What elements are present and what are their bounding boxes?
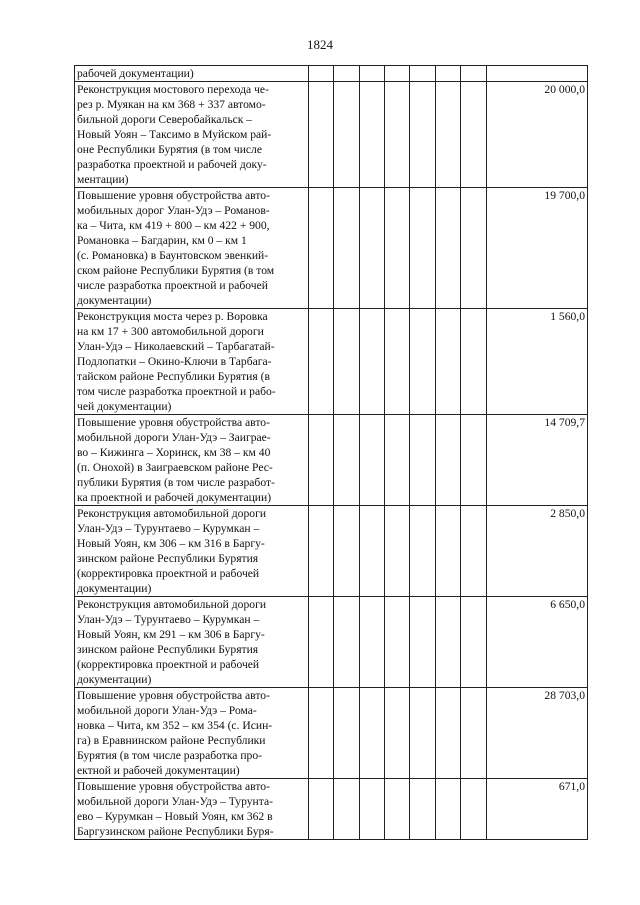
row-description: [75, 597, 309, 688]
description-line: мобильной дороги Улан-Удэ – Турунта-: [77, 795, 273, 808]
empty-cell: [435, 415, 460, 506]
description-line: Реконструкция мостового перехода че-: [77, 83, 269, 96]
description-line: новка – Чита, км 352 – км 354 (с. Исин-: [77, 719, 273, 732]
description-line: бильной дороги Северобайкальск –: [77, 113, 253, 126]
description-line: ектной и рабочей документации): [77, 764, 240, 777]
empty-cell: [334, 688, 359, 779]
empty-cell: [334, 779, 359, 840]
empty-cell: [385, 779, 410, 840]
description-line: во – Кижинга – Хоринск, км 38 – км 40: [77, 446, 271, 459]
budget-table: [74, 65, 588, 840]
description-line: Реконструкция моста через р. Воровка: [77, 310, 268, 323]
row-description: [75, 415, 309, 506]
empty-cell: [435, 309, 460, 415]
row-description: [75, 66, 309, 82]
description-line: документации): [77, 673, 152, 686]
empty-cell: [359, 415, 384, 506]
description-line: том числе разработка проектной и рабо-: [77, 385, 276, 398]
empty-cell: [334, 506, 359, 597]
description-line: рабочей документации): [77, 67, 194, 80]
empty-cell: [410, 188, 435, 309]
empty-cell: [385, 309, 410, 415]
empty-cell: [410, 597, 435, 688]
table-row: [75, 779, 588, 840]
empty-cell: [435, 188, 460, 309]
empty-cell: [308, 66, 333, 82]
description-line: мобильных дорог Улан-Удэ – Романов-: [77, 204, 270, 217]
row-description: [75, 779, 309, 840]
empty-cell: [461, 688, 486, 779]
row-description: [75, 688, 309, 779]
empty-cell: [410, 66, 435, 82]
empty-cell: [385, 82, 410, 188]
row-amount: 20 000,0: [486, 82, 587, 188]
empty-cell: [359, 188, 384, 309]
description-line: ментации): [77, 173, 129, 186]
empty-cell: [410, 506, 435, 597]
description-line: Повышение уровня обустройства авто-: [77, 780, 270, 793]
empty-cell: [461, 506, 486, 597]
empty-cell: [410, 82, 435, 188]
empty-cell: [385, 506, 410, 597]
description-line: мобильной дороги Улан-Удэ – Рома-: [77, 704, 257, 717]
row-amount: 1 560,0: [486, 309, 587, 415]
empty-cell: [461, 597, 486, 688]
empty-cell: [435, 688, 460, 779]
table-body: [75, 66, 588, 840]
table-row: [75, 82, 588, 188]
description-line: зинском районе Республики Бурятия: [77, 643, 259, 656]
empty-cell: [359, 66, 384, 82]
empty-cell: [435, 506, 460, 597]
description-line: ево – Курумкан – Новый Уоян, км 362 в: [77, 810, 273, 823]
table-row: [75, 506, 588, 597]
description-line: Новый Уоян, км 306 – км 316 в Баргу-: [77, 537, 265, 550]
row-amount: 6 650,0: [486, 597, 587, 688]
row-amount: 19 700,0: [486, 188, 587, 309]
empty-cell: [308, 779, 333, 840]
empty-cell: [385, 688, 410, 779]
description-line: ка – Чита, км 419 + 800 – км 422 + 900,: [77, 219, 270, 232]
description-line: Подлопатки – Окино-Ключи в Тарбага-: [77, 355, 272, 368]
empty-cell: [334, 309, 359, 415]
description-line: Баргузинском районе Республики Буря-: [77, 825, 274, 838]
empty-cell: [334, 415, 359, 506]
row-description: [75, 188, 309, 309]
empty-cell: [334, 82, 359, 188]
empty-cell: [308, 188, 333, 309]
description-line: оне Республики Бурятия (в том числе: [77, 143, 262, 156]
description-line: на км 17 + 300 автомобильной дороги: [77, 325, 264, 338]
empty-cell: [410, 415, 435, 506]
description-line: документации): [77, 294, 152, 307]
row-amount: 14 709,7: [486, 415, 587, 506]
empty-cell: [461, 309, 486, 415]
table-row: [75, 188, 588, 309]
description-line: Повышение уровня обустройства авто-: [77, 689, 270, 702]
empty-cell: [461, 82, 486, 188]
description-line: разработка проектной и рабочей доку-: [77, 158, 267, 171]
row-description: [75, 82, 309, 188]
empty-cell: [461, 66, 486, 82]
description-line: ском районе Республики Бурятия (в том: [77, 264, 275, 277]
empty-cell: [308, 415, 333, 506]
empty-cell: [334, 597, 359, 688]
description-line: чей документации): [77, 400, 172, 413]
description-line: зинском районе Республики Бурятия: [77, 552, 259, 565]
empty-cell: [308, 597, 333, 688]
row-amount: 28 703,0: [486, 688, 587, 779]
description-line: Улан-Удэ – Турунтаево – Курумкан –: [77, 522, 260, 535]
empty-cell: [410, 309, 435, 415]
empty-cell: [308, 688, 333, 779]
empty-cell: [359, 82, 384, 188]
empty-cell: [385, 597, 410, 688]
description-line: мобильной дороги Улан-Удэ – Заиграе-: [77, 431, 271, 444]
description-line: публики Бурятия (в том числе разработ-: [77, 476, 275, 489]
page-number: 1824: [307, 37, 333, 52]
empty-cell: [385, 188, 410, 309]
description-line: числе разработка проектной и рабочей: [77, 279, 268, 292]
empty-cell: [461, 188, 486, 309]
row-description: [75, 309, 309, 415]
description-line: ка проектной и рабочей документации): [77, 491, 272, 504]
empty-cell: [410, 779, 435, 840]
description-line: га) в Еравнинском районе Республики: [77, 734, 266, 747]
description-line: Улан-Удэ – Турунтаево – Курумкан –: [77, 613, 260, 626]
empty-cell: [359, 506, 384, 597]
description-line: Бурятия (в том числе разработка про-: [77, 749, 263, 762]
table-row: [75, 597, 588, 688]
row-amount: 671,0: [486, 779, 587, 840]
description-line: Романовка – Багдарин, км 0 – км 1: [77, 234, 247, 247]
description-line: (п. Онохой) в Заиграевском районе Рес-: [77, 461, 273, 474]
empty-cell: [435, 597, 460, 688]
empty-cell: [359, 688, 384, 779]
description-line: Повышение уровня обустройства авто-: [77, 189, 270, 202]
empty-cell: [359, 309, 384, 415]
row-description: [75, 506, 309, 597]
description-line: Повышение уровня обустройства авто-: [77, 416, 270, 429]
empty-cell: [334, 188, 359, 309]
empty-cell: [308, 506, 333, 597]
description-line: Новый Уоян – Таксимо в Муйском рай-: [77, 128, 272, 141]
description-line: Реконструкция автомобильной дороги: [77, 507, 267, 520]
table-row: [75, 66, 588, 82]
description-line: Новый Уоян, км 291 – км 306 в Баргу-: [77, 628, 265, 641]
empty-cell: [461, 415, 486, 506]
empty-cell: [385, 415, 410, 506]
empty-cell: [410, 688, 435, 779]
description-line: рез р. Муякан на км 368 + 337 автомо-: [77, 98, 266, 111]
table-row: [75, 688, 588, 779]
empty-cell: [435, 82, 460, 188]
empty-cell: [334, 66, 359, 82]
description-line: (корректировка проектной и рабочей: [77, 658, 260, 671]
empty-cell: [308, 82, 333, 188]
description-line: документации): [77, 582, 152, 595]
empty-cell: [435, 779, 460, 840]
description-line: Реконструкция автомобильной дороги: [77, 598, 267, 611]
description-line: Улан-Удэ – Николаевский – Тарбагатай-: [77, 340, 275, 353]
row-amount: 2 850,0: [486, 506, 587, 597]
empty-cell: [385, 66, 410, 82]
table-row: [75, 309, 588, 415]
empty-cell: [359, 779, 384, 840]
row-amount: [486, 66, 587, 82]
description-line: тайском районе Республики Бурятия (в: [77, 370, 270, 383]
empty-cell: [435, 66, 460, 82]
description-line: (с. Романовка) в Баунтовском эвенкий-: [77, 249, 269, 262]
empty-cell: [359, 597, 384, 688]
table-row: [75, 415, 588, 506]
empty-cell: [461, 779, 486, 840]
description-line: (корректировка проектной и рабочей: [77, 567, 260, 580]
empty-cell: [308, 309, 333, 415]
